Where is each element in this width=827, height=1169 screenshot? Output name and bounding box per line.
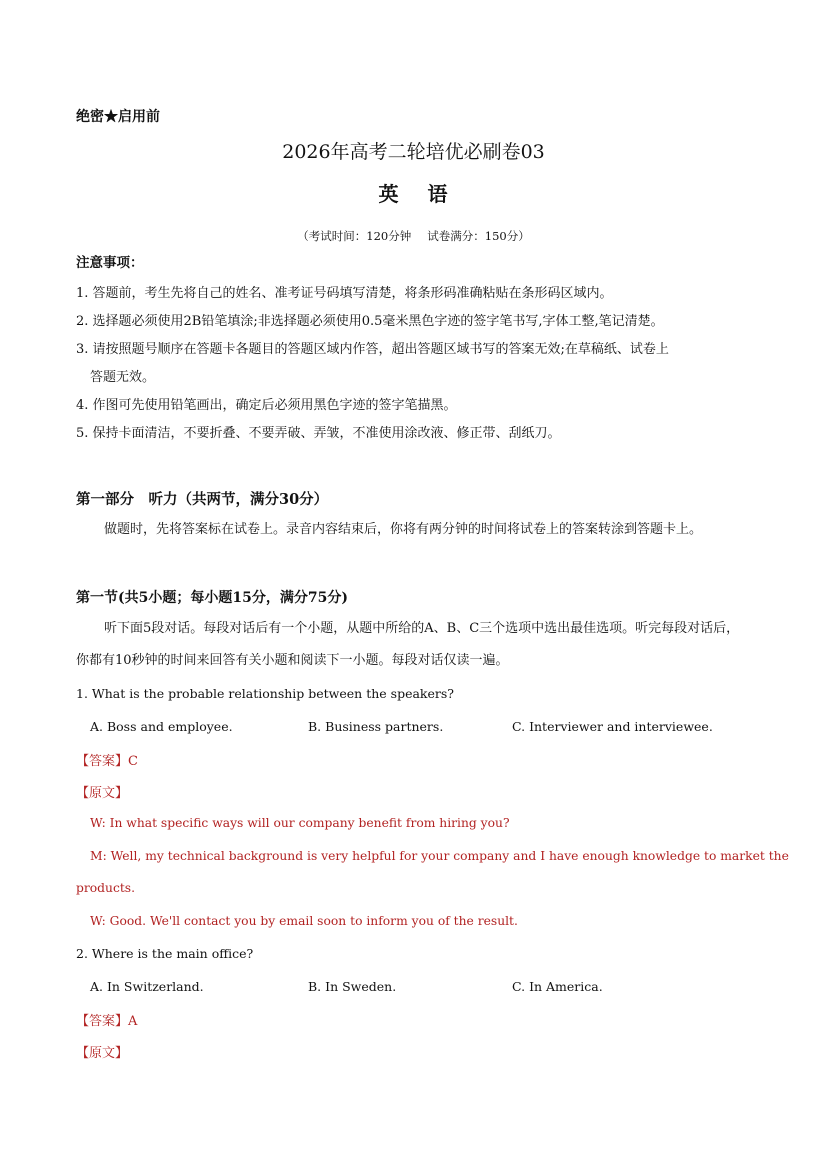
transcript-line: W: Good. We'll contact you by email soon to inform you of the result. [90, 914, 518, 928]
transcript-line: M: Well, my technical background is very helpful for your company and I have enough knowledge to market the [90, 849, 789, 863]
question-1-option-a: A. Boss and employee. [90, 719, 233, 734]
question-2-option-c: C. In America. [512, 979, 603, 994]
question-1-stem: 1. What is the probable relationship between the speakers? [76, 686, 454, 701]
transcript-line: products. [76, 881, 135, 895]
question-1-option-c: C. Interviewer and interviewee. [512, 719, 713, 734]
question-2-option-b: B. In Sweden. [308, 979, 397, 994]
question-2-transcript-label: 【原文】 [76, 1046, 129, 1061]
part1-heading: 第一部分 听力（共两节，满分30分） [76, 491, 329, 508]
confidential-label: 绝密★启用前 [76, 109, 160, 125]
exam-score: 试卷满分：150分） [427, 229, 530, 243]
subject-char-1: 英 [378, 182, 400, 206]
exam-meta [0, 228, 827, 244]
note-item: 2. 选择题必须使用2B铅笔填涂;非选择题必须使用0.5毫米黑色字迹的签字笔书写,字体工整,笔记清楚。 [76, 314, 664, 329]
question-1-option-b: B. Business partners. [308, 719, 444, 734]
question-2-stem: 2. Where is the main office? [76, 946, 254, 961]
section1-instruction: 听下面5段对话。每段对话后有一个小题，从题中所给的A、B、C三个选项中选出最佳选项。听完每段对话后，你都有10秒钟的时间来回答有关小题和阅读下一小题。每段对话仅读一遍。 [76, 621, 740, 668]
exam-title: 2026年高考二轮培优必刷卷03 [282, 141, 545, 163]
question-2-option-a: A. In Switzerland. [90, 979, 204, 994]
subject-char-2: 语 [427, 182, 449, 206]
question-1-transcript-label: 【原文】 [76, 786, 129, 801]
note-item: 4. 作图可先使用铅笔画出，确定后必须用黑色字迹的签字笔描黑。 [76, 398, 457, 413]
note-item-continued: 答题无效。 [90, 370, 156, 385]
notes-heading: 注意事项： [76, 255, 144, 271]
question-1-answer: 【答案】C [76, 754, 138, 769]
transcript-line: W: In what specific ways will our company benefit from hiring you? [90, 816, 510, 830]
note-item: 1. 答题前，考生先将自己的姓名、准考证号码填写清楚，将条形码准确粘贴在条形码区域内。 [76, 286, 613, 301]
question-2-answer: 【答案】A [76, 1014, 138, 1029]
subject-title [0, 178, 827, 207]
section1-heading: 第一节(共5小题；每小题15分，满分75分) [76, 590, 348, 606]
part1-instruction: 做题时，先将答案标在试卷上。录音内容结束后，你将有两分钟的时间将试卷上的答案转涂到答题卡上。 [104, 522, 703, 537]
exam-time: （考试时间：120分钟 [297, 229, 412, 243]
note-item: 3. 请按照题号顺序在答题卡各题目的答题区域内作答，超出答题区域书写的答案无效;在草稿纸、试卷上 [76, 342, 669, 357]
note-item: 5. 保持卡面清洁，不要折叠、不要弄破、弄皱，不准使用涂改液、修正带、刮纸刀。 [76, 426, 561, 441]
